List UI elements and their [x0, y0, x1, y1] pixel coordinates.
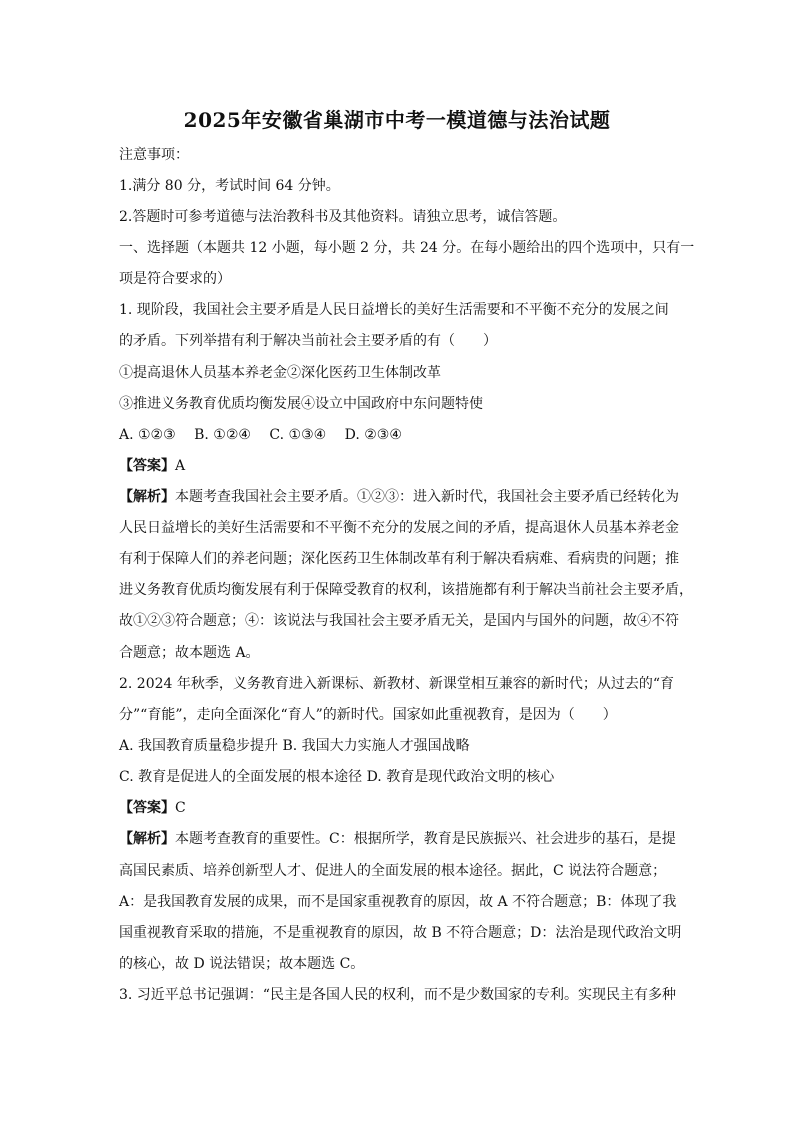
q1-stem-line-2: 的矛盾。下列举措有利于解决当前社会主要矛盾的有（ ）	[119, 333, 497, 349]
q2-analysis-line-1	[119, 830, 679, 848]
q2-stem-line-1: 2. 2024 年秋季，义务教育进入新课标、新教材、新课堂相互兼容的新时代；从过去的“育	[119, 676, 675, 692]
q1-analysis-line-5: 故①②③符合题意；④：该说法与我国社会主要矛盾无关，是国内与国外的问题，故④不符	[119, 613, 679, 629]
q1-analysis-line-2: 人民日益增长的美好生活需要和不平衡不充分的发展之间的矛盾，提高退休人员基本养老金	[119, 520, 679, 536]
q1-stem-line-1: 1. 现阶段，我国社会主要矛盾是人民日益增长的美好生活需要和不平衡不充分的发展之间	[119, 302, 669, 318]
page-title: 2025年安徽省巢湖市中考一模道德与法治试题	[183, 108, 611, 132]
answer-label: 【答案】	[119, 458, 175, 474]
answer-value: A	[175, 458, 186, 474]
notice-item-1: 1.满分 80 分，考试时间 64 分钟。	[119, 178, 340, 194]
q1-item-line-1: ①提高退休人员基本养老金②深化医药卫生体制改革	[119, 365, 441, 381]
analysis-text: 本题考查教育的重要性。C：根据所学，教育是民族振兴、社会进步的基石，是提	[175, 831, 676, 847]
analysis-text: 本题考查我国社会主要矛盾。①②③：进入新时代，我国社会主要矛盾已经转化为	[175, 489, 679, 505]
q2-options-line-2: C. 教育是促进人的全面发展的根本途径 D. 教育是现代政治文明的核心	[119, 769, 555, 785]
analysis-label: 【解析】	[119, 489, 175, 505]
analysis-label: 【解析】	[119, 831, 175, 847]
section-heading-line-2: 项是符合要求的）	[119, 271, 231, 287]
q2-analysis-line-2: 高国民素质、培养创新型人才、促进人的全面发展的根本途径。据此，C 说法符合题意；	[119, 863, 667, 879]
q2-analysis-line-3: A：是我国教育发展的成果，而不是国家重视教育的原因，故 A 不符合题意；B：体现了我	[119, 894, 677, 910]
q1-analysis-line-4: 进义务教育优质均衡发展有利于保障受教育的权利，该措施都有利于解决当前社会主要矛盾，	[119, 582, 693, 598]
q2-analysis-line-4: 国重视教育采取的措施，不是重视教育的原因，故 B 不符合题意；D：法治是现代政治文明	[119, 925, 682, 941]
section-heading-line-1: 一、选择题（本题共 12 小题，每小题 2 分，共 24 分。在每小题给出的四个选项中，只有一	[119, 240, 695, 256]
q2-options-line-1: A. 我国教育质量稳步提升 B. 我国大力实施人才强国战略	[119, 738, 470, 754]
q1-analysis-line-6: 合题意；故本题选 A。	[119, 645, 260, 661]
q1-analysis-line-3: 有利于保障人们的养老问题；深化医药卫生体制改革有利于解决看病难、看病贵的问题；推	[119, 551, 679, 567]
q1-analysis-line-1	[119, 488, 679, 506]
answer-value: C	[175, 800, 186, 816]
q3-stem-line-1: 3. 习近平总书记强调：“民主是各国人民的权利，而不是少数国家的专利。实现民主有多种	[119, 987, 676, 1003]
q2-answer	[119, 799, 679, 817]
notice-heading: 注意事项：	[119, 147, 189, 163]
q1-item-line-2: ③推进义务教育优质均衡发展④设立中国政府中东问题特使	[119, 396, 483, 412]
q2-stem-line-2: 分”“育能”，走向全面深化“育人”的新时代。国家如此重视教育，是因为（ ）	[119, 707, 617, 723]
notice-item-2: 2.答题时可参考道德与法治教科书及其他资料。请独立思考，诚信答题。	[119, 209, 567, 225]
q1-answer	[119, 457, 679, 475]
q2-analysis-line-5: 的核心，故 D 说法错误；故本题选 C。	[119, 956, 365, 972]
answer-label: 【答案】	[119, 800, 175, 816]
q1-options: A. ①②③ B. ①②④ C. ①③④ D. ②③④	[119, 427, 402, 443]
